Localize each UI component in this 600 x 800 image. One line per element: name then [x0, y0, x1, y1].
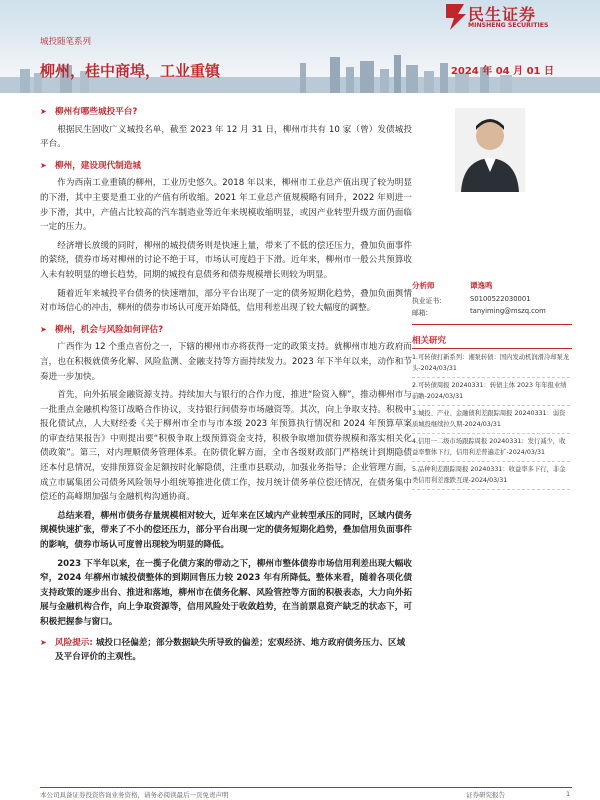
- header-banner: [0, 0, 600, 93]
- divider: [412, 324, 572, 325]
- footer-doc-type: 证券研究报告: [466, 791, 505, 799]
- related-research-title: 相关研究: [412, 336, 447, 346]
- related-item[interactable]: 4.信用一二级市场跟踪周报 20240331：发行减少，收益率整体下行，信用利差普遍走扩-2024/03/31: [412, 434, 570, 462]
- paragraph: 作为西南工业重镇的柳州，工业历史悠久。2018 年以来，柳州市工业总产值出现了较为明显的下滑，其中主要是重工业的产值有所收缩。2021 年工业总产值规模略有回升，2022 年则进一步下滑，其中，产值占比较高的汽车制造业等近年来规模收缩明显，或因产业转型升级方面仍面临一定的压力。: [40, 178, 412, 233]
- logo-text-en: MINSHENG SECURITIES: [468, 22, 549, 29]
- logo-mark-icon: [444, 2, 468, 32]
- paragraph: 根据民生固收广义城投名单，截至 2023 年 12 月 31 日，柳州市共有 10 家（曾）发债城投平台。: [40, 124, 412, 150]
- analyst-email: 邮箱: tanyiming@mszq.com: [412, 307, 546, 317]
- footer-divider: [40, 787, 572, 788]
- paragraph: 经济增长放缓的同时，柳州的城投债务则是快速上量，带来了不低的偿还压力，叠加负面事件的萦绕，债券市场对柳州的讨论不绝于耳，市场认可度趋于下滑。近年来，柳州市一般公共预算收入未有较明显的增长趋势，同期的城投有息债务和债券规模增长则较为明显。: [40, 240, 412, 280]
- arrow-marker-icon: ➤: [40, 107, 47, 116]
- section-heading-1: ➤ 柳州有哪些城投平台?: [40, 105, 412, 120]
- paragraph: 首先，向外拓展金融资源支持。持续加大与银行的合作力度，推进“险资入柳”，推动柳州市与一批重点金融机构签订战略合作协议，支持银行间债券市场融资等。其次，向上争取支持。积极申报化债试点，人大财经委《关于柳州市全市与市本级 2023 年预算执行情况和 2024 年预算草案的审查结果报告》中则提出要“积极争取上级预算资金支持，积极争取增加债券规模和落实相关化债政策”。第三，对内理顺债务管理体系。在防债化解方面，全市各级财政部门严格统计到期隐债还本付息情况，安排预算资金足额按时化解隐债，注重市县联动，加强业务指导；企业管理方面，成立市属集团公司债务风险领导小组统筹推进化债工作，按月统计债务单位偿还情况，在债务集中偿还的高峰期加强与金融机构沟通协商。: [40, 390, 412, 503]
- divider: [412, 348, 572, 349]
- footer-disclaimer: 本公司具备证券投资咨询业务资格，请务必阅读最后一页免责声明: [40, 791, 229, 799]
- report-date: 2024 年 04 月 01 日: [450, 66, 554, 77]
- paragraph-outlook: 2023 下半年以来，在一揽子化债方案的带动之下，柳州市整体债券市场信用利差出现大幅收窄，2024 年柳州市城投债整体的到期回售压力较 2023 年有所降低。整体来看，随着各项化债支持政策的逐步出台、推进和落地，柳州市在债务化解、风险管控等方面的积极表态，大力向外拓展与金融机构合作，向上争取资源等，信用风险处于收敛趋势，在当前票息资产缺乏的状态下，可积极把握参与窗口。: [40, 558, 412, 627]
- arrow-marker-icon: ➤: [40, 324, 47, 334]
- arrow-marker-icon: ➤: [40, 637, 47, 647]
- section-heading-2: ➤ 柳州，建设现代制造城: [40, 159, 412, 174]
- related-item[interactable]: 2.可转债周报 20240331：转债主体 2023 年年报业绩前瞻-2024/03/31: [412, 378, 570, 406]
- analyst-cert: 执业证书: S0100522030001: [412, 295, 531, 305]
- email-link[interactable]: tanyiming@mszq.com: [470, 307, 546, 315]
- related-research-list: [412, 350, 570, 490]
- analyst-role: 分析师: [412, 281, 435, 290]
- risk-text: 城投口径偏差；部分数据缺失所导致的偏差；宏观经济、地方政府债务压力、区域及平台评价的主观性。: [55, 637, 406, 663]
- logo-text-cn: 民生证券: [468, 5, 537, 24]
- main-content: [40, 98, 412, 665]
- report-title: 柳州，桂中商埠，工业重镇: [40, 62, 221, 80]
- arrow-marker-icon: ➤: [40, 160, 47, 170]
- paragraph-summary: 总结来看，柳州市债务存量规模相对较大，近年来在区域内产业转型承压的同时，区域内债务规模快速扩张，带来了不小的偿还压力，部分平台出现一定的债务短期化趋势，叠加信用负面事件的影响，债券市场认可度曾出现较为明显的降低。: [40, 510, 412, 551]
- analyst-name: 谭逸鸣: [470, 281, 493, 290]
- risk-label: 风险提示:: [55, 637, 93, 648]
- risk-warning: [40, 636, 412, 665]
- related-item[interactable]: 3.城投、产业、金融债利差跟踪周报 20240331：弱资质城投继续拉久期-2024/03/31: [412, 406, 570, 434]
- page-number: 1: [566, 790, 571, 798]
- analyst-row: [412, 280, 572, 291]
- report-series: 城投随笔系列: [40, 37, 92, 47]
- paragraph: 随着近年来城投平台债务的快速增加，部分平台出现了一定的债务短期化趋势，叠加负面舆情对市场信心的冲击，柳州的债券市场认可度开始降低，信用利差出现了较大幅度的调整。: [40, 288, 412, 314]
- related-item[interactable]: 1.可转债打新系列：湘泵转债：国内发动机润滑冷却泵龙头-2024/03/31: [412, 350, 570, 378]
- analyst-photo: [455, 108, 525, 192]
- paragraph: 广西作为 12 个重点省份之一，下辖的柳州市亦将获得一定的政策支持。就柳州市地方政府而言，也在积极就债务化解、风险监测、金融支持等方面持续发力。2023 年下半年以来，动作和节奏进一步加快。: [40, 342, 412, 382]
- related-item[interactable]: 5.品种利差跟踪周报 20240331：收益率多下行，非金类信用利差涨跌互现-2024/03/31: [412, 462, 570, 490]
- section-heading-3: ➤ 柳州，机会与风险如何评估?: [40, 323, 412, 338]
